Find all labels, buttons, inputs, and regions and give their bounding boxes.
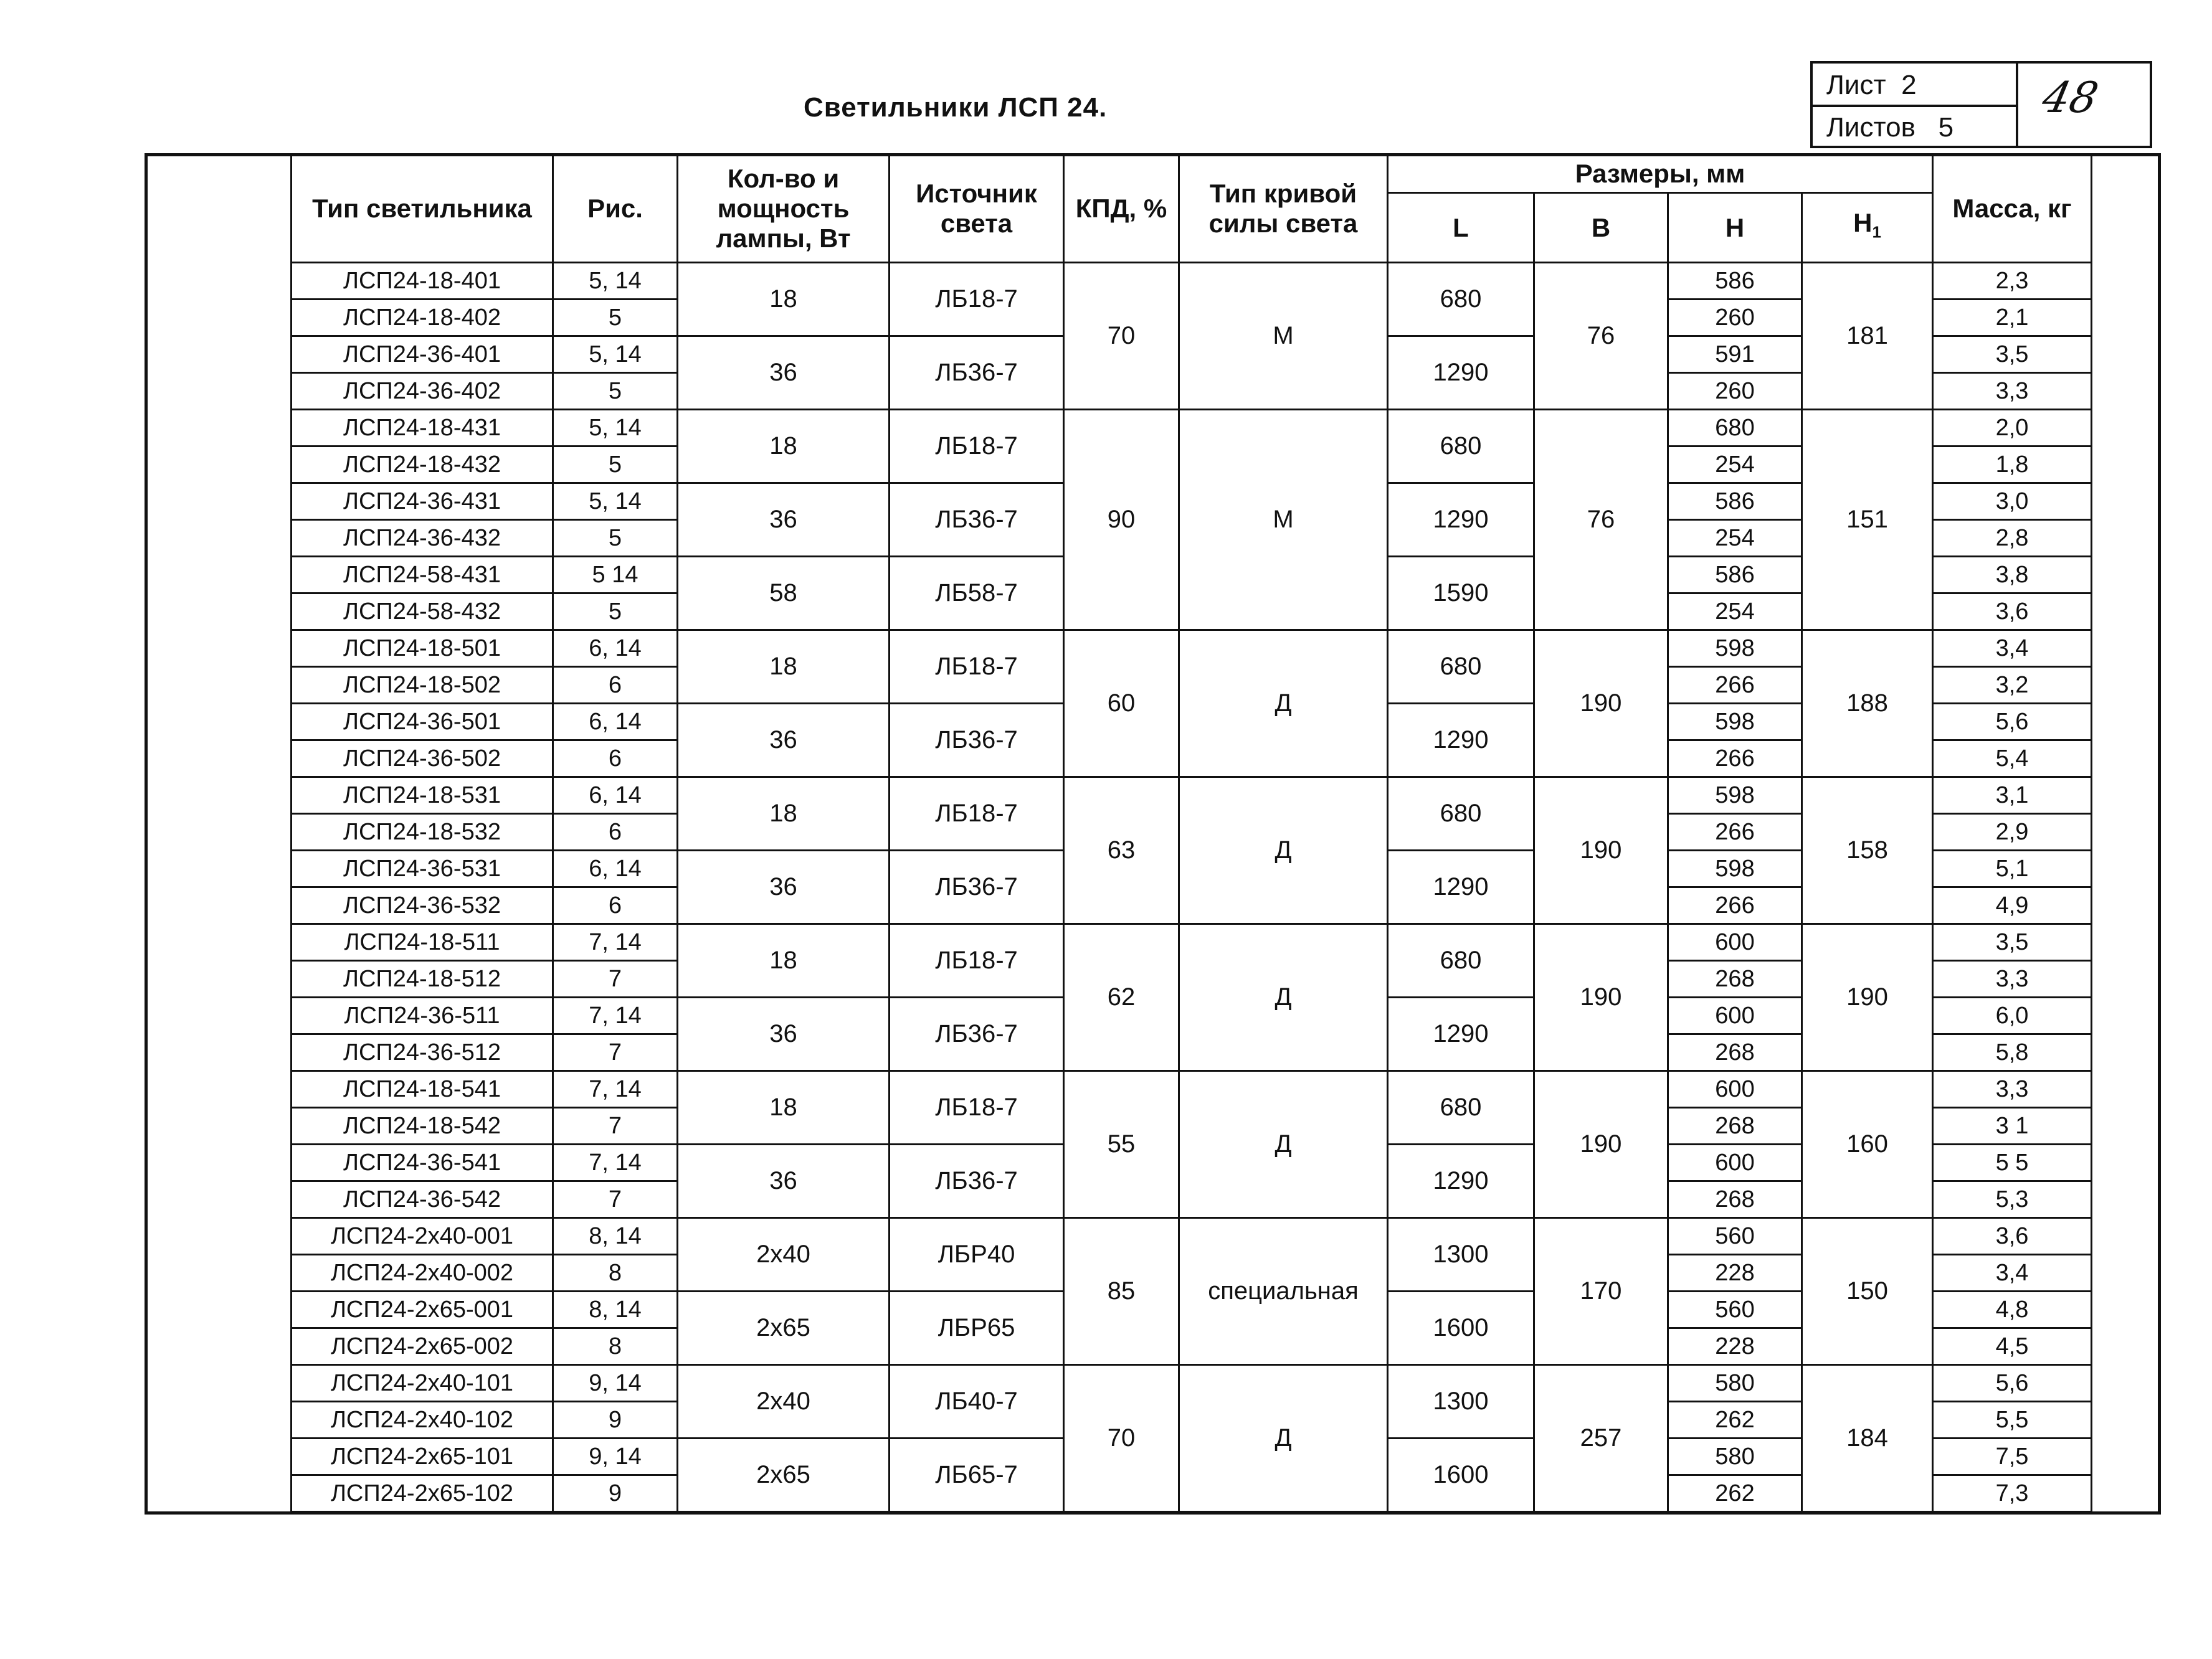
cell-efficiency: 63	[1064, 777, 1179, 924]
cell-height: 600	[1668, 998, 1802, 1034]
sheet-count	[1826, 112, 1953, 143]
cell-type: ЛСП24-18-531	[292, 777, 553, 814]
cell-efficiency: 85	[1064, 1218, 1179, 1365]
cell-height: 268	[1668, 961, 1802, 998]
cell-figure: 9	[553, 1475, 678, 1512]
cell-curve: Д	[1179, 1071, 1388, 1218]
cell-figure: 5, 14	[553, 336, 678, 373]
cell-mass: 3,6	[1933, 593, 2092, 630]
cell-height-1: 158	[1802, 777, 1933, 924]
cell-height: 586	[1668, 483, 1802, 520]
cell-source: ЛБР40	[890, 1218, 1064, 1292]
cell-height-1: 184	[1802, 1365, 1933, 1512]
cell-source: ЛБР65	[890, 1292, 1064, 1365]
cell-mass: 3,5	[1933, 336, 2092, 373]
cell-length: 1600	[1388, 1439, 1534, 1512]
cell-source: ЛБ36-7	[890, 998, 1064, 1071]
cell-type: ЛСП24-58-432	[292, 593, 553, 630]
cell-mass: 2,9	[1933, 814, 2092, 851]
cell-height: 600	[1668, 924, 1802, 961]
cell-power: 18	[678, 263, 890, 336]
cell-mass: 5,4	[1933, 740, 2092, 777]
cell-figure: 8, 14	[553, 1218, 678, 1255]
cell-height: 266	[1668, 667, 1802, 704]
cell-efficiency: 70	[1064, 263, 1179, 410]
cell-type: ЛСП24-36-541	[292, 1145, 553, 1181]
cell-mass: 5,1	[1933, 851, 2092, 887]
cell-length: 680	[1388, 410, 1534, 483]
table-row	[292, 777, 2092, 814]
cell-mass: 4,5	[1933, 1328, 2092, 1365]
header-height-1-sub: 1	[1872, 222, 1881, 242]
cell-power: 18	[678, 777, 890, 851]
cell-height: 560	[1668, 1218, 1802, 1255]
sheet-number	[1826, 70, 1917, 101]
cell-length: 1300	[1388, 1365, 1534, 1439]
cell-figure: 6	[553, 887, 678, 924]
cell-height: 268	[1668, 1108, 1802, 1145]
cell-efficiency: 55	[1064, 1071, 1179, 1218]
cell-type: ЛСП24-18-431	[292, 410, 553, 447]
cell-length: 680	[1388, 1071, 1534, 1145]
cell-mass: 4,8	[1933, 1292, 2092, 1328]
cell-figure: 5	[553, 447, 678, 483]
cell-height: 268	[1668, 1181, 1802, 1218]
cell-height: 680	[1668, 410, 1802, 447]
cell-curve: Д	[1179, 630, 1388, 777]
cell-length: 1290	[1388, 1145, 1534, 1218]
cell-height: 262	[1668, 1475, 1802, 1512]
cell-source: ЛБ18-7	[890, 263, 1064, 336]
cell-height: 254	[1668, 593, 1802, 630]
cell-figure: 7	[553, 1181, 678, 1218]
table-row	[292, 924, 2092, 961]
table-row	[292, 1365, 2092, 1402]
cell-mass: 1,8	[1933, 447, 2092, 483]
cell-mass: 5,6	[1933, 1365, 2092, 1402]
cell-figure: 7, 14	[553, 998, 678, 1034]
cell-mass: 3,6	[1933, 1218, 2092, 1255]
cell-source: ЛБ36-7	[890, 336, 1064, 410]
cell-length: 1290	[1388, 998, 1534, 1071]
cell-curve: специальная	[1179, 1218, 1388, 1365]
cell-power: 18	[678, 410, 890, 483]
header-length: L	[1388, 193, 1534, 263]
cell-mass: 2,0	[1933, 410, 2092, 447]
header-source: Источник света	[890, 154, 1064, 263]
cell-mass: 3,3	[1933, 1071, 2092, 1108]
cell-type: ЛСП24-18-501	[292, 630, 553, 667]
table-row	[292, 410, 2092, 447]
header-height: H	[1668, 193, 1802, 263]
header-figure: Рис.	[553, 154, 678, 263]
cell-height-1: 190	[1802, 924, 1933, 1071]
cell-height: 598	[1668, 851, 1802, 887]
cell-power: 2х40	[678, 1218, 890, 1292]
sheet-label: Лист	[1826, 70, 1886, 100]
cell-height-1: 181	[1802, 263, 1933, 410]
cell-length: 1300	[1388, 1218, 1534, 1292]
table-row	[292, 263, 2092, 300]
cell-height: 262	[1668, 1402, 1802, 1439]
cell-type: ЛСП24-18-512	[292, 961, 553, 998]
cell-source: ЛБ58-7	[890, 557, 1064, 630]
header-height-1-label: H	[1853, 208, 1873, 238]
cell-type: ЛСП24-36-542	[292, 1181, 553, 1218]
cell-curve: М	[1179, 263, 1388, 410]
cell-type: ЛСП24-18-532	[292, 814, 553, 851]
cell-mass: 3,3	[1933, 373, 2092, 410]
sheets-value: 5	[1938, 112, 1954, 143]
cell-type: ЛСП24-36-431	[292, 483, 553, 520]
header-curve: Тип кривой силы света	[1179, 154, 1388, 263]
cell-mass: 3 1	[1933, 1108, 2092, 1145]
cell-height: 266	[1668, 740, 1802, 777]
cell-figure: 5	[553, 373, 678, 410]
cell-type: ЛСП24-2х40-102	[292, 1402, 553, 1439]
cell-curve: Д	[1179, 777, 1388, 924]
cell-power: 36	[678, 1145, 890, 1218]
cell-type: ЛСП24-18-402	[292, 300, 553, 336]
cell-length: 680	[1388, 263, 1534, 336]
cell-mass: 5,5	[1933, 1402, 2092, 1439]
cell-height-1: 151	[1802, 410, 1933, 630]
stamp-divider	[2016, 64, 2018, 146]
cell-type: ЛСП24-2х40-001	[292, 1218, 553, 1255]
cell-power: 2х65	[678, 1439, 890, 1512]
cell-height: 254	[1668, 447, 1802, 483]
cell-figure: 5 14	[553, 557, 678, 593]
cell-figure: 6, 14	[553, 777, 678, 814]
cell-height: 591	[1668, 336, 1802, 373]
cell-type: ЛСП24-2х65-001	[292, 1292, 553, 1328]
cell-figure: 8	[553, 1255, 678, 1292]
cell-source: ЛБ65-7	[890, 1439, 1064, 1512]
cell-power: 2х65	[678, 1292, 890, 1365]
page-title: Светильники ЛСП 24.	[804, 92, 1108, 123]
cell-height: 260	[1668, 373, 1802, 410]
cell-type: ЛСП24-36-502	[292, 740, 553, 777]
cell-type: ЛСП24-2х40-101	[292, 1365, 553, 1402]
cell-type: ЛСП24-36-432	[292, 520, 553, 557]
cell-figure: 6	[553, 814, 678, 851]
cell-height: 586	[1668, 557, 1802, 593]
cell-type: ЛСП24-36-531	[292, 851, 553, 887]
cell-mass: 3,1	[1933, 777, 2092, 814]
specification-table	[290, 153, 2092, 1513]
cell-source: ЛБ18-7	[890, 1071, 1064, 1145]
cell-source: ЛБ36-7	[890, 704, 1064, 777]
cell-width: 76	[1534, 410, 1668, 630]
cell-mass: 4,9	[1933, 887, 2092, 924]
cell-figure: 9	[553, 1402, 678, 1439]
cell-mass: 6,0	[1933, 998, 2092, 1034]
cell-figure: 7	[553, 961, 678, 998]
cell-source: ЛБ40-7	[890, 1365, 1064, 1439]
cell-height: 580	[1668, 1365, 1802, 1402]
table-row	[292, 1218, 2092, 1255]
cell-figure: 9, 14	[553, 1439, 678, 1475]
cell-width: 76	[1534, 263, 1668, 410]
cell-figure: 6, 14	[553, 704, 678, 740]
cell-type: ЛСП24-36-402	[292, 373, 553, 410]
cell-figure: 8, 14	[553, 1292, 678, 1328]
cell-mass: 3,4	[1933, 630, 2092, 667]
cell-mass: 2,1	[1933, 300, 2092, 336]
cell-curve: М	[1179, 410, 1388, 630]
cell-height: 228	[1668, 1328, 1802, 1365]
cell-figure: 6, 14	[553, 630, 678, 667]
cell-figure: 7, 14	[553, 1145, 678, 1181]
cell-mass: 3,8	[1933, 557, 2092, 593]
cell-figure: 7, 14	[553, 924, 678, 961]
cell-height-1: 160	[1802, 1071, 1933, 1218]
cell-mass: 3,0	[1933, 483, 2092, 520]
cell-height: 228	[1668, 1255, 1802, 1292]
header-type: Тип светильника	[292, 154, 553, 263]
cell-height: 254	[1668, 520, 1802, 557]
cell-power: 2х40	[678, 1365, 890, 1439]
cell-source: ЛБ36-7	[890, 1145, 1064, 1218]
cell-height: 260	[1668, 300, 1802, 336]
cell-length: 1290	[1388, 851, 1534, 924]
cell-mass: 3,4	[1933, 1255, 2092, 1292]
cell-mass: 3,2	[1933, 667, 2092, 704]
cell-height-1: 150	[1802, 1218, 1933, 1365]
cell-mass: 2,3	[1933, 263, 2092, 300]
cell-type: ЛСП24-36-501	[292, 704, 553, 740]
cell-source: ЛБ18-7	[890, 410, 1064, 483]
table-row	[292, 630, 2092, 667]
cell-height: 560	[1668, 1292, 1802, 1328]
cell-type: ЛСП24-18-401	[292, 263, 553, 300]
cell-figure: 5, 14	[553, 483, 678, 520]
cell-efficiency: 60	[1064, 630, 1179, 777]
cell-mass: 5,6	[1933, 704, 2092, 740]
cell-length: 1290	[1388, 483, 1534, 557]
cell-type: ЛСП24-36-401	[292, 336, 553, 373]
cell-figure: 7	[553, 1034, 678, 1071]
cell-mass: 7,5	[1933, 1439, 2092, 1475]
cell-power: 36	[678, 998, 890, 1071]
cell-mass: 7,3	[1933, 1475, 2092, 1512]
stamp-divider	[1813, 105, 2017, 107]
cell-type: ЛСП24-2х65-101	[292, 1439, 553, 1475]
cell-figure: 5, 14	[553, 263, 678, 300]
cell-height: 586	[1668, 263, 1802, 300]
cell-power: 36	[678, 483, 890, 557]
cell-type: ЛСП24-36-511	[292, 998, 553, 1034]
header-dimensions: Размеры, мм	[1388, 154, 1933, 193]
cell-length: 1290	[1388, 704, 1534, 777]
cell-height: 266	[1668, 814, 1802, 851]
cell-power: 18	[678, 630, 890, 704]
cell-width: 190	[1534, 630, 1668, 777]
header-efficiency: КПД, %	[1064, 154, 1179, 263]
cell-type: ЛСП24-36-532	[292, 887, 553, 924]
cell-height: 268	[1668, 1034, 1802, 1071]
cell-figure: 9, 14	[553, 1365, 678, 1402]
cell-length: 680	[1388, 630, 1534, 704]
header-mass: Масса, кг	[1933, 154, 2092, 263]
header-height-1	[1802, 193, 1933, 263]
cell-figure: 5, 14	[553, 410, 678, 447]
cell-mass: 5 5	[1933, 1145, 2092, 1181]
cell-figure: 5	[553, 593, 678, 630]
cell-figure: 8	[553, 1328, 678, 1365]
cell-mass: 2,8	[1933, 520, 2092, 557]
cell-source: ЛБ36-7	[890, 483, 1064, 557]
cell-length: 1600	[1388, 1292, 1534, 1365]
cell-power: 18	[678, 1071, 890, 1145]
cell-figure: 7, 14	[553, 1071, 678, 1108]
cell-type: ЛСП24-2х65-102	[292, 1475, 553, 1512]
cell-mass: 5,8	[1933, 1034, 2092, 1071]
cell-width: 190	[1534, 1071, 1668, 1218]
cell-type: ЛСП24-18-541	[292, 1071, 553, 1108]
cell-type: ЛСП24-18-511	[292, 924, 553, 961]
cell-curve: Д	[1179, 924, 1388, 1071]
cell-figure: 6	[553, 667, 678, 704]
cell-efficiency: 62	[1064, 924, 1179, 1071]
cell-length: 680	[1388, 924, 1534, 998]
cell-height: 598	[1668, 777, 1802, 814]
cell-type: ЛСП24-18-502	[292, 667, 553, 704]
cell-type: ЛСП24-2х40-002	[292, 1255, 553, 1292]
cell-figure: 6, 14	[553, 851, 678, 887]
cell-mass: 5,3	[1933, 1181, 2092, 1218]
cell-power: 36	[678, 704, 890, 777]
cell-type: ЛСП24-18-542	[292, 1108, 553, 1145]
header-power: Кол-во и мощность лампы, Вт	[678, 154, 890, 263]
cell-height: 600	[1668, 1071, 1802, 1108]
cell-length: 680	[1388, 777, 1534, 851]
cell-mass: 3,5	[1933, 924, 2092, 961]
cell-power: 36	[678, 336, 890, 410]
header-width: B	[1534, 193, 1668, 263]
cell-height: 266	[1668, 887, 1802, 924]
cell-width: 190	[1534, 924, 1668, 1071]
cell-source: ЛБ18-7	[890, 924, 1064, 998]
cell-curve: Д	[1179, 1365, 1388, 1512]
cell-figure: 7	[553, 1108, 678, 1145]
cell-width: 190	[1534, 777, 1668, 924]
cell-height: 580	[1668, 1439, 1802, 1475]
cell-source: ЛБ18-7	[890, 777, 1064, 851]
sheet-value: 2	[1901, 70, 1917, 100]
cell-mass: 3,3	[1933, 961, 2092, 998]
cell-length: 1590	[1388, 557, 1534, 630]
cell-power: 36	[678, 851, 890, 924]
cell-width: 170	[1534, 1218, 1668, 1365]
cell-height: 598	[1668, 630, 1802, 667]
cell-length: 1290	[1388, 336, 1534, 410]
cell-type: ЛСП24-18-432	[292, 447, 553, 483]
cell-efficiency: 70	[1064, 1365, 1179, 1512]
cell-source: ЛБ36-7	[890, 851, 1064, 924]
cell-width: 257	[1534, 1365, 1668, 1512]
cell-figure: 5	[553, 300, 678, 336]
cell-height: 600	[1668, 1145, 1802, 1181]
cell-type: ЛСП24-58-431	[292, 557, 553, 593]
cell-power: 58	[678, 557, 890, 630]
cell-type: ЛСП24-36-512	[292, 1034, 553, 1071]
sheets-label: Листов	[1826, 112, 1915, 143]
cell-height: 598	[1668, 704, 1802, 740]
cell-figure: 5	[553, 520, 678, 557]
cell-source: ЛБ18-7	[890, 630, 1064, 704]
cell-figure: 6	[553, 740, 678, 777]
cell-height-1: 188	[1802, 630, 1933, 777]
page-number: 48	[2038, 73, 2102, 123]
cell-power: 18	[678, 924, 890, 998]
table-row	[292, 1071, 2092, 1108]
cell-efficiency: 90	[1064, 410, 1179, 630]
cell-type: ЛСП24-2х65-002	[292, 1328, 553, 1365]
